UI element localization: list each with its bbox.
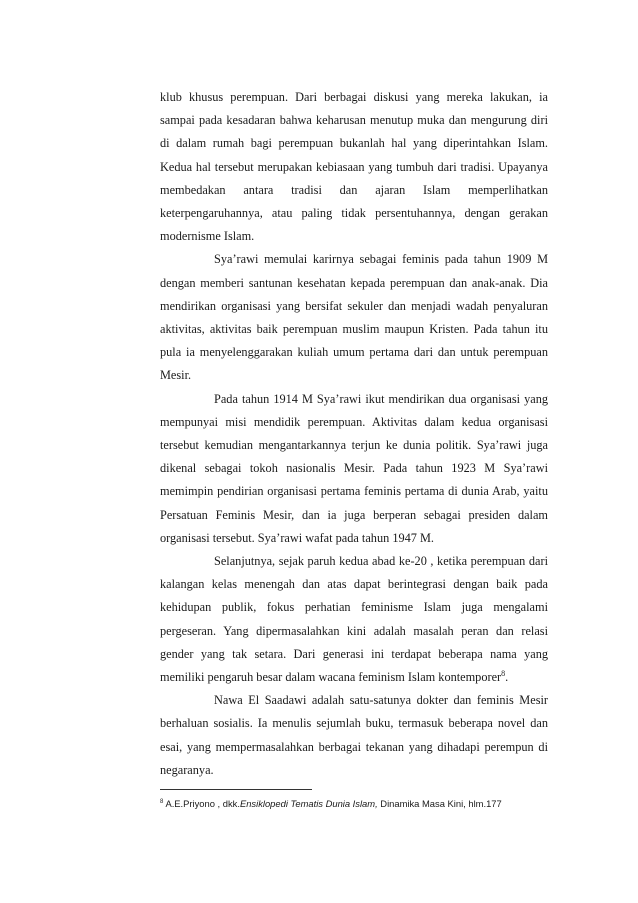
footnote-number: 8 (160, 798, 164, 805)
footnote-separator (160, 789, 312, 790)
footnote-author: A.E.Priyono , dkk. (165, 798, 240, 809)
footnote-rest: Dinamika Masa Kini, hlm.177 (377, 798, 502, 809)
paragraph-4-text: Selanjutnya, sejak paruh kedua abad ke-20 , ketika perempuan dari kalangan kelas menengah dan atas dapat berintegrasi dengan baik pada kehidupan publik, fokus perhatian feminisme Islam juga mengalami pergeseran. Yang dipermasalahkan kini adalah masalah peran dan relasi gender yang tak setara. Dari generasi ini terdapat beberapa nama yang memiliki pengaruh besar dalam wacana feminism Islam kontemporer (160, 554, 548, 685)
footnote-title: Ensiklopedi Tematis Dunia Islam, (239, 798, 378, 809)
body-text (160, 86, 548, 782)
paragraph-1: klub khusus perempuan. Dari berbagai diskusi yang mereka lakukan, ia sampai pada kesadaran bahwa keharusan menutup muka dan mengurung diri di dalam rumah bagi perempuan bukanlah hal yang diperintahkan Islam. Kedua hal tersebut merupakan kebiasaan yang tumbuh dari tradisi. Upayanya membedakan antara tradisi dan ajaran Islam memperlihatkan keterpengaruhannya, atau paling tidak persentuhannya, dengan gerakan modernisme Islam. (160, 90, 548, 244)
paragraph-4: Selanjutnya, sejak paruh kedua abad ke-20 , ketika perempuan dari kalangan kelas menengah dan atas dapat berintegrasi dengan baik pada kehidupan publik, fokus perhatian feminisme Islam juga mengalami pergeseran. Yang dipermasalahkan kini adalah masalah peran dan relasi gender yang tak setara. Dari generasi ini terdapat beberapa nama yang memiliki pengaruh besar dalam wacana feminism Islam kontemporer$^8$. (160, 554, 548, 685)
footnote (160, 797, 560, 810)
paragraph-2: Sya’rawi memulai karirnya sebagai feminis pada tahun 1909 M dengan memberi santunan kesehatan kepada perempuan dan anak-anak. Dia mendirikan organisasi yang bersifat sekuler dan menjadi wadah penyaluran aktivitas, aktivitas baik perempuan muslim maupun Kristen. Pada tahun itu pula ia menyelenggarakan kuliah umum pertama dari dan untuk perempuan Mesir. (160, 252, 548, 383)
paragraph-3: Pada tahun 1914 M Sya’rawi ikut mendirikan dua organisasi yang mempunyai misi mendidik perempuan. Aktivitas dalam kedua organisasi tersebut kemudian mengantarkannya terjun ke dunia politik. Sya’rawi juga dikenal sebagai tokoh nasionalis Mesir. Pada tahun 1923 M Sya’rawi memimpin pendirian organisasi pertama feminis pertama di dunia Arab, yaitu Persatuan Feminis Mesir, dan ia juga berperan sebagai presiden dalam organisasi tersebut. Sya’rawi wafat pada tahun 1947 M. (160, 391, 548, 545)
paragraph-5: Nawa El Saadawi adalah satu-satunya dokter dan feminis Mesir berhaluan sosialis. Ia menulis sejumlah buku, termasuk beberapa novel dan esai, yang mempermasalahkan berbagai tekanan yang dihadapi perempun di negaranya. (160, 693, 548, 777)
footnote-reference[interactable]: 8 (501, 668, 506, 678)
